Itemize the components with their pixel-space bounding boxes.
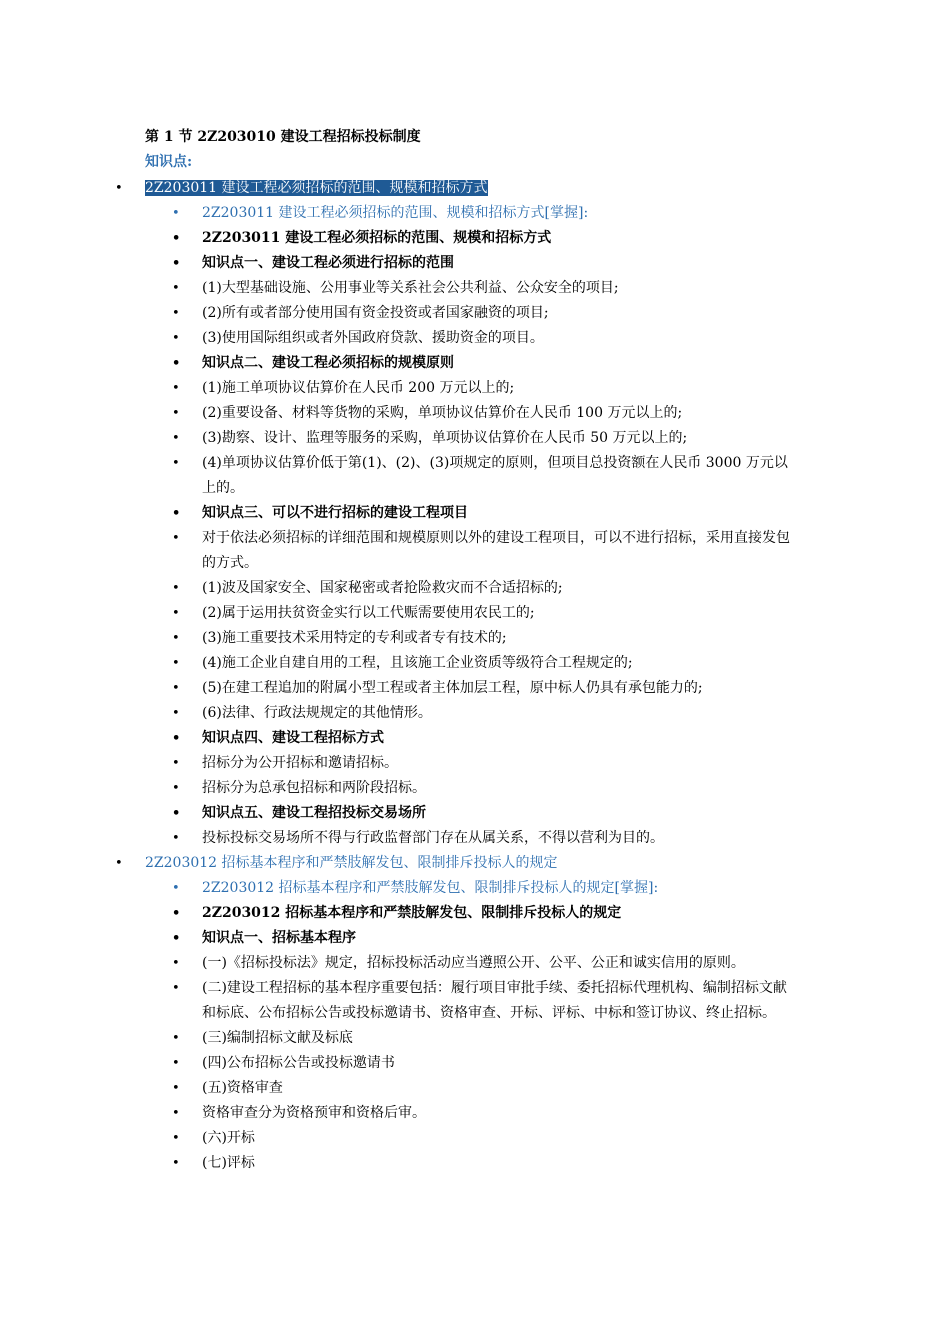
bullet-icon: • [172, 406, 180, 421]
bullet-icon: • [172, 1106, 180, 1121]
bullet-icon: • [172, 1131, 180, 1146]
bullet-icon: • [172, 456, 180, 471]
topic-item[interactable] [0, 851, 950, 876]
bullet-icon: • [172, 681, 180, 696]
subtopic-link[interactable]: • 2Z203011 建设工程必须招标的范围、规模和招标方式[掌握]: [0, 201, 950, 226]
list-item: • (3)施工重要技术采用特定的专利或者专有技术的; [0, 626, 950, 651]
list-item: • 招标分为公开招标和邀请招标。 [0, 751, 950, 776]
list-item: • (六)开标 [0, 1126, 950, 1151]
list-item: • (6)法律、行政法规规定的其他情形。 [0, 701, 950, 726]
bullet-icon: • [172, 381, 180, 396]
bullet-icon: • [172, 431, 180, 446]
list-item: • (4)施工企业自建自用的工程，且该施工企业资质等级符合工程规定的; [0, 651, 950, 676]
bullet-icon: • [172, 931, 181, 946]
list-item: • (1)大型基础设施、公用事业等关系社会公共利益、公众安全的项目; [0, 276, 950, 301]
knowledge-point-heading: • 知识点四、建设工程招标方式 [0, 726, 950, 751]
bullet-icon: • [172, 756, 180, 771]
bullet-icon: • [172, 881, 180, 896]
list-item: • (5)在建工程追加的附属小型工程或者主体加层工程，原中标人仍具有承包能力的; [0, 676, 950, 701]
bullet-icon: • [172, 706, 180, 721]
list-item: • (1)波及国家安全、国家秘密或者抢险救灾而不合适招标的; [0, 576, 950, 601]
list-item: • (四)公布招标公告或投标邀请书 [0, 1051, 950, 1076]
section-title: 第 1 节 2Z203010 建设工程招标投标制度 [145, 129, 421, 145]
knowledge-point-heading: • 知识点一、招标基本程序 [0, 926, 950, 951]
bullet-icon: • [172, 281, 180, 296]
bullet-icon: • [172, 1056, 180, 1071]
topic-item[interactable] [0, 176, 950, 201]
list-item: • (七)评标 [0, 1151, 950, 1176]
list-item: • (三)编制招标文献及标底 [0, 1026, 950, 1051]
list-item: • (一)《招标投标法》规定，招标投标活动应当遵照公开、公平、公正和诚实信用的原则。 [0, 951, 950, 976]
list-item: • (2)重要设备、材料等货物的采购，单项协议估算价在人民币 100 万元以上的; [0, 401, 950, 426]
bullet-icon: • [172, 831, 180, 846]
bullet-icon: • [115, 856, 123, 871]
bullet-icon: • [172, 781, 180, 796]
bullet-icon: • [172, 1081, 180, 1096]
knowledge-point-heading: • 知识点五、建设工程招投标交易场所 [0, 801, 950, 826]
bullet-icon: • [172, 356, 181, 371]
bullet-icon: • [172, 231, 181, 246]
topic-link-selected[interactable]: 2Z203011 建设工程必须招标的范围、规模和招标方式 [145, 180, 488, 196]
list-item: • (2)属于运用扶贫资金实行以工代赈需要使用农民工的; [0, 601, 950, 626]
subtopic-heading: • 2Z203012 招标基本程序和严禁肢解发包、限制排斥投标人的规定 [0, 901, 950, 926]
list-item: • (2)所有或者部分使用国有资金投资或者国家融资的项目; [0, 301, 950, 326]
bullet-icon: • [172, 631, 180, 646]
bullet-icon: • [172, 506, 181, 521]
list-item: • 对于依法必须招标的详细范围和规模原则以外的建设工程项目，可以不进行招标，采用直接发包的方式。 [0, 526, 950, 576]
bullet-icon: • [172, 206, 180, 221]
bullet-icon: • [172, 731, 181, 746]
subtopic-heading: • 2Z203011 建设工程必须招标的范围、规模和招标方式 [0, 226, 950, 251]
bullet-icon: • [172, 306, 180, 321]
knowledge-points-label: 知识点: [145, 154, 193, 170]
subtopic-link[interactable]: • 2Z203012 招标基本程序和严禁肢解发包、限制排斥投标人的规定[掌握]: [0, 876, 950, 901]
knowledge-point-heading: • 知识点三、可以不进行招标的建设工程项目 [0, 501, 950, 526]
bullet-icon: • [172, 906, 181, 921]
bullet-icon: • [115, 181, 123, 196]
bullet-icon: • [172, 581, 180, 596]
list-item: • (1)施工单项协议估算价在人民币 200 万元以上的; [0, 376, 950, 401]
bullet-icon: • [172, 956, 180, 971]
list-item: • 资格审查分为资格预审和资格后审。 [0, 1101, 950, 1126]
list-item: • 招标分为总承包招标和两阶段招标。 [0, 776, 950, 801]
knowledge-point-heading: • 知识点一、建设工程必须进行招标的范围 [0, 251, 950, 276]
list-item: • (二)建设工程招标的基本程序重要包括：履行项目审批手续、委托招标代理机构、编制招标文献和标底、公布招标公告或投标邀请书、资格审查、开标、评标、中标和签订协议、终止招标。 [0, 976, 950, 1026]
bullet-icon: • [172, 606, 180, 621]
bullet-icon: • [172, 981, 180, 996]
list-item: • (3)勘察、设计、监理等服务的采购，单项协议估算价在人民币 50 万元以上的; [0, 426, 950, 451]
knowledge-point-heading: • 知识点二、建设工程必须招标的规模原则 [0, 351, 950, 376]
bullet-icon: • [172, 806, 181, 821]
bullet-icon: • [172, 656, 180, 671]
list-item: • 投标投标交易场所不得与行政监督部门存在从属关系，不得以营利为目的。 [0, 826, 950, 851]
bullet-icon: • [172, 1031, 180, 1046]
bullet-icon: • [172, 531, 180, 546]
list-item: • (3)使用国际组织或者外国政府贷款、援助资金的项目。 [0, 326, 950, 351]
list-item: • (4)单项协议估算价低于第(1)、(2)、(3)项规定的原则，但项目总投资额在人民币 3000 万元以上的。 [0, 451, 950, 501]
bullet-icon: • [172, 1156, 180, 1171]
topic-link[interactable]: 2Z203012 招标基本程序和严禁肢解发包、限制排斥投标人的规定 [145, 855, 558, 871]
bullet-icon: • [172, 256, 181, 271]
list-item: • (五)资格审查 [0, 1076, 950, 1101]
bullet-icon: • [172, 331, 180, 346]
topic-list [0, 176, 950, 1176]
